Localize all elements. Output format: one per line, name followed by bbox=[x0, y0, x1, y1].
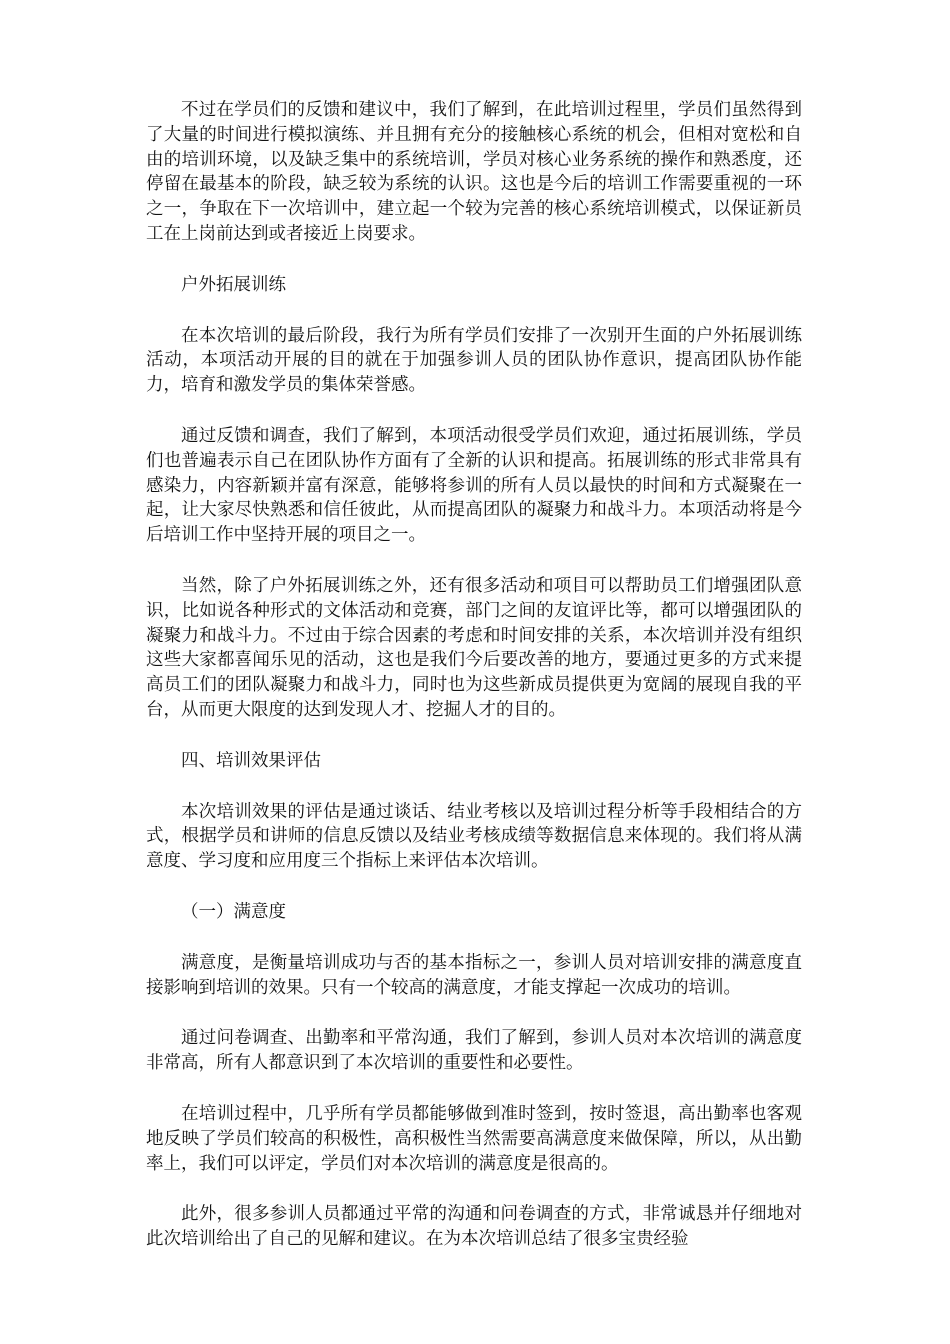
document-page bbox=[146, 98, 802, 1278]
paragraph-core-system-feedback: 不过在学员们的反馈和建议中，我们了解到，在此培训过程里，学员们虽然得到了大量的时间进行模拟演练、并且拥有充分的接触核心系统的机会，但相对宽松和自由的培训环境，以及缺乏集中的系统培训，学员对核心业务系统的操作和熟悉度，还停留在最基本的阶段，缺乏较为系统的认识。这也是今后的培训工作需要重视的一环之一，争取在下一次培训中，建立起一个较为完善的核心系统培训模式，以保证新员工在上岗前达到或者接近上岗要求。 bbox=[146, 100, 802, 244]
paragraph-outdoor-training-purpose: 在本次培训的最后阶段，我行为所有学员们安排了一次别开生面的户外拓展训练活动，本项活动开展的目的就在于加强参训人员的团队协作意识，提高团队协作能力，培育和激发学员的集体荣誉感。 bbox=[146, 325, 802, 396]
paragraph-other-activities: 当然，除了户外拓展训练之外，还有很多活动和项目可以帮助员工们增强团队意识，比如说各种形式的文体活动和竞赛，部门之间的友谊评比等，都可以增强团队的凝聚力和战斗力。不过由于综合因素的考虑和时间安排的关系，本次培训并没有组织这些大家都喜闻乐见的活动，这也是我们今后要改善的地方，要通过更多的方式来提高员工们的团队凝聚力和战斗力，同时也为这些新成员提供更为宽阔的展现自我的平台，从而更大限度的达到发现人才、挖掘人才的目的。 bbox=[146, 575, 802, 720]
heading-training-evaluation: 四、培训效果评估 bbox=[181, 750, 321, 771]
paragraph-satisfaction-survey: 通过问卷调查、出勤率和平常沟通，我们了解到，参训人员对本次培训的满意度非常高，所有人都意识到了本次培训的重要性和必要性。 bbox=[146, 1028, 802, 1074]
paragraph-satisfaction-definition: 满意度，是衡量培训成功与否的基本指标之一，参训人员对培训安排的满意度直接影响到培训的效果。只有一个较高的满意度，才能支撑起一次成功的培训。 bbox=[146, 952, 802, 998]
paragraph-attendance: 在培训过程中，几乎所有学员都能够做到准时签到，按时签退，高出勤率也客观地反映了学员们较高的积极性，高积极性当然需要高满意度来做保障，所以，从出勤率上，我们可以评定，学员们对本次培训的满意度是很高的。 bbox=[146, 1103, 802, 1174]
heading-outdoor-training: 户外拓展训练 bbox=[181, 274, 286, 295]
paragraph-suggestions: 此外，很多参训人员都通过平常的沟通和问卷调查的方式，非常诚恳并仔细地对此次培训给出了自己的见解和建议。在为本次培训总结了很多宝贵经验 bbox=[146, 1204, 802, 1250]
heading-satisfaction: （一）满意度 bbox=[181, 901, 286, 922]
paragraph-evaluation-method: 本次培训效果的评估是通过谈话、结业考核以及培训过程分析等手段相结合的方式，根据学员和讲师的信息反馈以及结业考核成绩等数据信息来体现的。我们将从满意度、学习度和应用度三个指标上来评估本次培训。 bbox=[146, 801, 802, 872]
paragraph-outdoor-training-feedback: 通过反馈和调查，我们了解到，本项活动很受学员们欢迎，通过拓展训练，学员们也普遍表示自己在团队协作方面有了全新的认识和提高。拓展训练的形式非常具有感染力，内容新颖并富有深意，能够将参训的所有人员以最快的时间和方式凝聚在一起，让大家尽快熟悉和信任彼此，从而提高团队的凝聚力和战斗力。本项活动将是今后培训工作中坚持开展的项目之一。 bbox=[146, 425, 802, 546]
